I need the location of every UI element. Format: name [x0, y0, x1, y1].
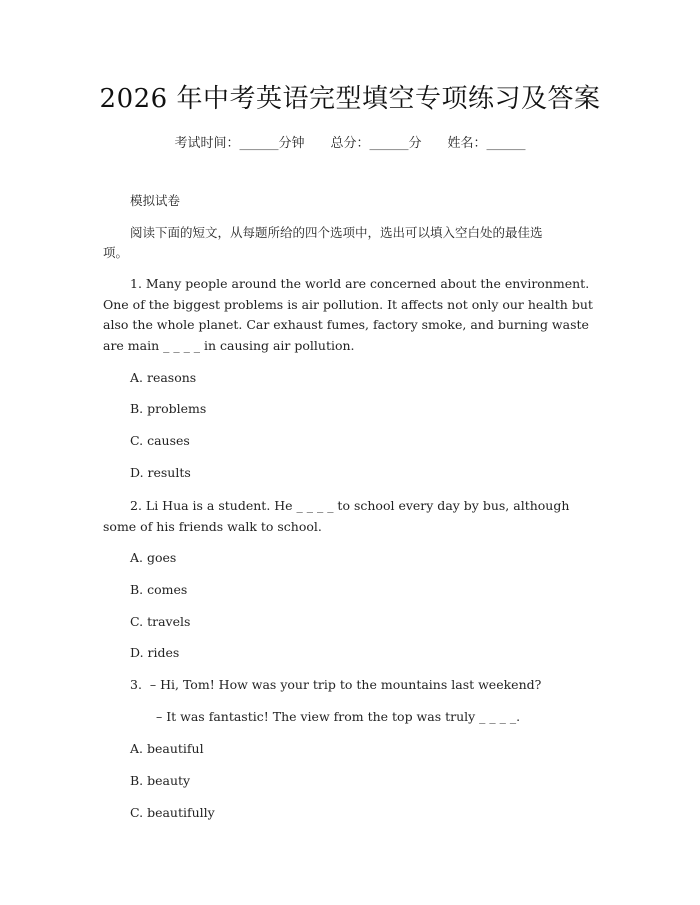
question-3-line-1: 3. – Hi, Tom! How was your trip to the mountains last weekend?: [130, 677, 542, 692]
question-3-line-2: – It was fantastic! The view from the top was truly _ _ _ _.: [156, 709, 521, 724]
exam-meta-line: 考试时间：______分钟 总分：______分 姓名：______: [174, 136, 526, 151]
question-1-option-d: D. results: [130, 465, 191, 480]
page-title: 2026 年中考英语完型填空专项练习及答案: [99, 84, 601, 114]
question-2-option-a: A. goes: [130, 550, 177, 565]
question-2-option-c: C. travels: [130, 614, 191, 629]
question-3-option-b: B. beauty: [130, 773, 191, 788]
instruction-line-1: 阅读下面的短文，从每题所给的四个选项中，选出可以填入空白处的最佳选: [130, 225, 543, 240]
question-1-text: 1. Many people around the world are concerned about the environment. One of the biggest problems is air pollution. It affects not only our health but also the whole planet. Car exhaust fumes, factory smoke, and burning waste are main _ _ _ _ in causing air pollution.: [103, 276, 593, 353]
question-3-option-c: C. beautifully: [130, 805, 215, 820]
question-1-option-c: C. causes: [130, 433, 190, 448]
question-2-option-d: D. rides: [130, 645, 180, 660]
section-label: 模拟试卷: [130, 193, 181, 208]
question-1-option-a: A. reasons: [130, 370, 197, 385]
question-2-text: 2. Li Hua is a student. He _ _ _ _ to school every day by bus, although some of his friends walk to school.: [103, 498, 570, 534]
question-3-option-a: A. beautiful: [130, 741, 204, 756]
question-2-option-b: B. comes: [130, 582, 188, 597]
question-1-option-b: B. problems: [130, 401, 207, 416]
instruction-line-2: 项。: [103, 245, 129, 260]
